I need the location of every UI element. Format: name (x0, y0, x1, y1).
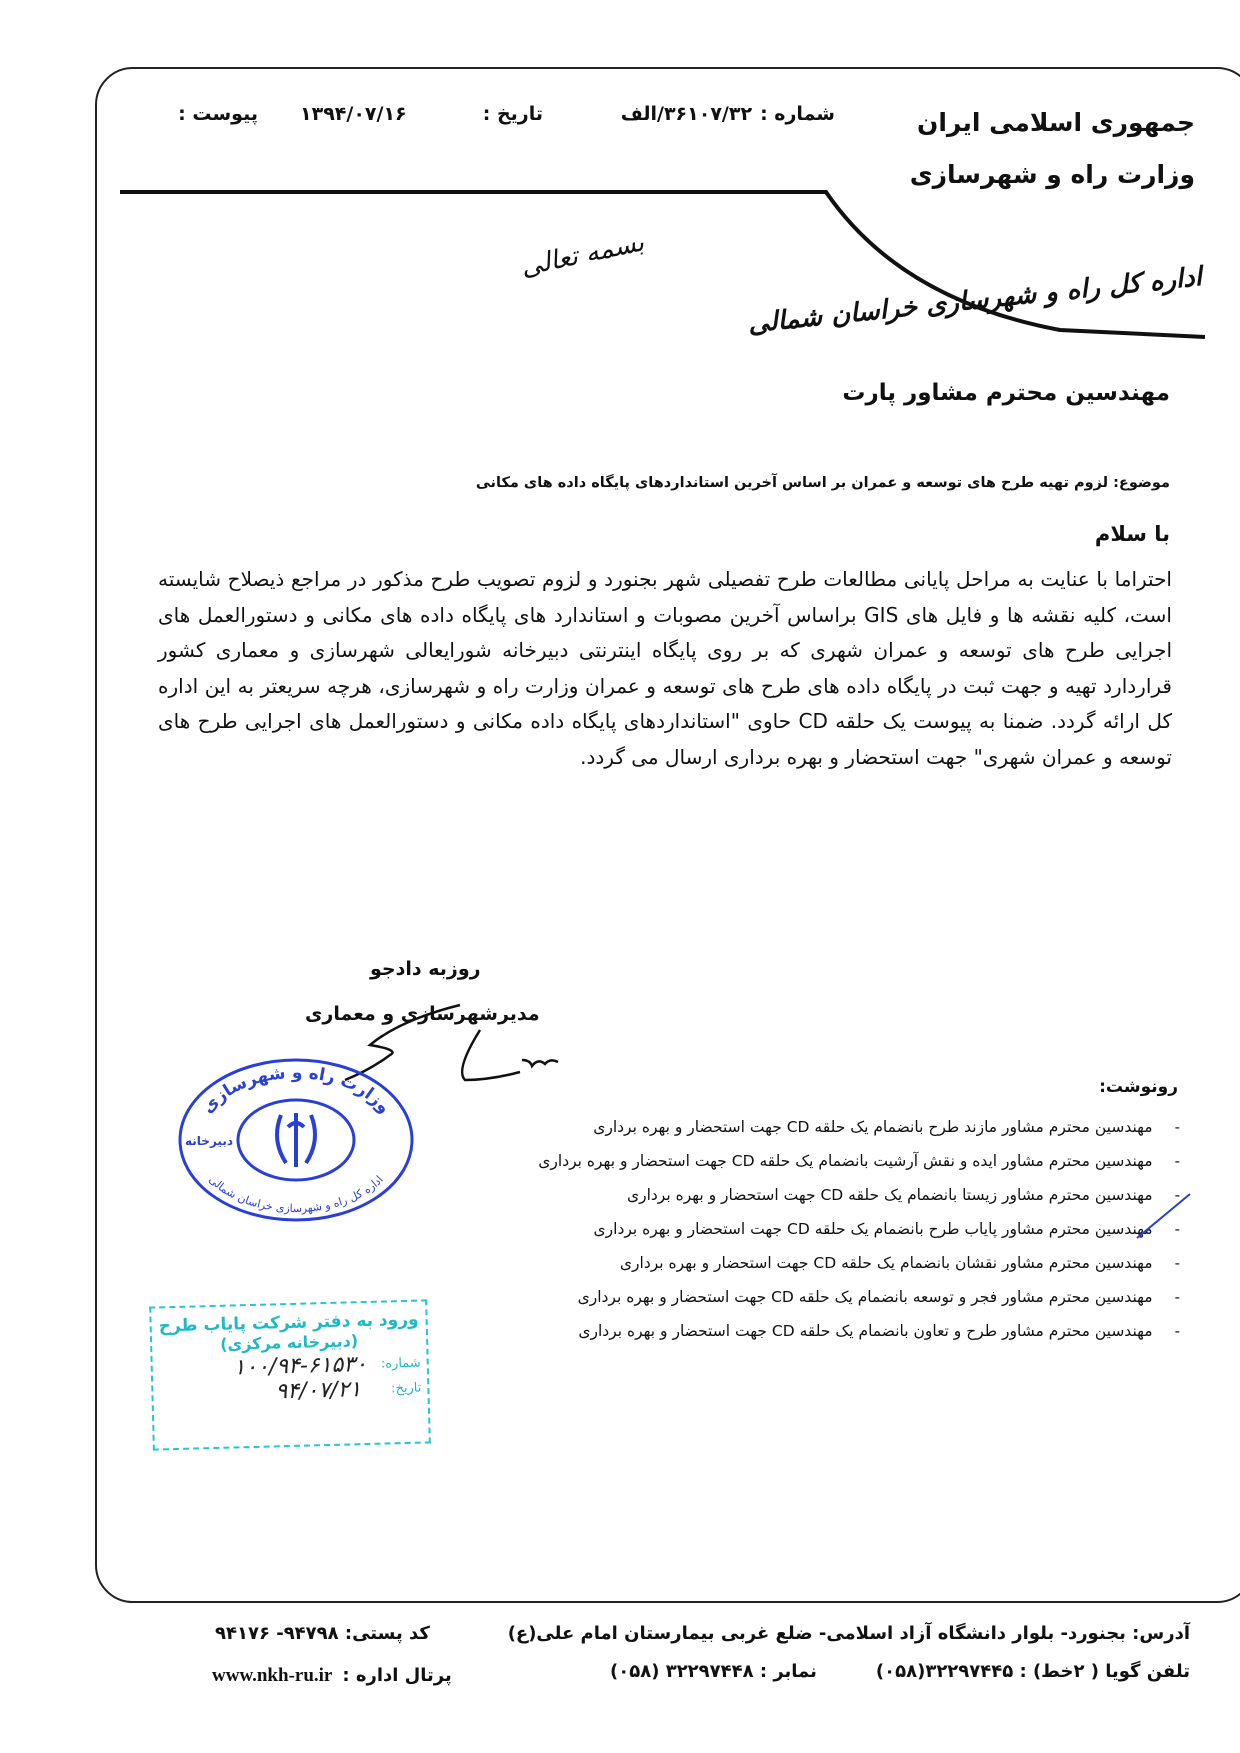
svg-text:وزارت راه و شهرسازی (198, 1063, 394, 1118)
stamp-date-label: تاریخ: (390, 1380, 422, 1397)
cc-bullet: - (1174, 1288, 1180, 1306)
date-value: ۱۳۹۴/۰۷/۱۶ (300, 103, 407, 125)
cc-bullet: - (1174, 1322, 1180, 1340)
cc-label: رونوشت: (1099, 1077, 1178, 1097)
office-seal (176, 1055, 416, 1225)
cc-bullet: - (1174, 1118, 1180, 1136)
receipt-stamp (149, 1299, 431, 1450)
cc-item (538, 1152, 1180, 1170)
stamp-title: ورود به دفتر شرکت پایاب طرح (158, 1309, 419, 1337)
stamp-number-label: شماره: (380, 1355, 421, 1372)
invocation: بسمه تعالی (518, 227, 647, 283)
cc-item-text: مهندسین محترم مشاور پایاب طرح بانضمام یک حلقه CD جهت استحضار و بهره برداری (593, 1220, 1153, 1238)
cc-item (578, 1322, 1180, 1340)
attachment-label: پیوست : (178, 103, 258, 125)
cc-item-text: مهندسین محترم مشاور فجر و توسعه بانضمام یک حلقه CD جهت استحضار و بهره برداری (577, 1288, 1153, 1306)
cc-item-text: مهندسین محترم مشاور زیستا بانضمام یک حلقه CD جهت استحضار و بهره برداری (626, 1186, 1153, 1204)
cc-item (594, 1220, 1180, 1238)
seal-side-text: دبیرخانه (185, 1134, 233, 1148)
footer-postal-code: کد پستی: ۹۴۷۹۸- ۹۴۱۷۶ (215, 1623, 430, 1644)
cc-bullet: - (1174, 1220, 1180, 1238)
portal-url[interactable]: www.nkh-ru.ir (212, 1665, 333, 1686)
footer-fax: نمابر : ۳۲۲۹۷۴۴۸ (۰۵۸) (610, 1661, 817, 1682)
emblem-icon (277, 1113, 315, 1167)
stamp-subtitle: (دبیرخانه مرکزی) (219, 1331, 359, 1354)
letter-number (621, 103, 835, 125)
footer-portal (212, 1665, 452, 1687)
cc-bullet: - (1174, 1152, 1180, 1170)
office-calligraphy: اداره کل راه و شهرسازی خراسان شمالی (746, 262, 1204, 340)
footer-address: آدرس: بجنورد- بلوار دانشگاه آزاد اسلامی- ضلع غربی بیمارستان امام علی(ع) (507, 1623, 1190, 1644)
seal-bottom-text: اداره کل راه و شهرسازی خراسان شمالی (206, 1172, 386, 1216)
portal-label: پرتال اداره : (342, 1665, 452, 1686)
signer-title: مدیرشهرسازی و معماری (305, 1003, 540, 1025)
cc-item-text: مهندسین محترم مشاور نقشان بانضمام یک حلقه CD جهت استحضار و بهره برداری (619, 1254, 1153, 1272)
number-label: شماره : (760, 103, 835, 125)
cc-item-text: مهندسین محترم مشاور مازند طرح بانضمام یک حلقه CD جهت استحضار و بهره برداری (593, 1118, 1153, 1136)
signer-name: روزبه دادجو (370, 958, 481, 980)
greeting: با سلام (1094, 522, 1170, 546)
recipient: مهندسین محترم مشاور پارت (842, 380, 1170, 406)
cc-item (620, 1254, 1180, 1272)
number-value: ۳۶۱۰۷/۳۲/الف (620, 103, 753, 125)
cc-bullet: - (1174, 1186, 1180, 1204)
cc-item-text: مهندسین محترم مشاور طرح و تعاون بانضمام یک حلقه CD جهت استحضار و بهره برداری (578, 1322, 1153, 1340)
subject: موضوع: لزوم تهیه طرح های توسعه و عمران بر اساس آخرین استانداردهای پایگاه داده های مکانی (475, 475, 1170, 491)
cc-item (593, 1118, 1180, 1136)
ministry-name: وزارت راه و شهرسازی (909, 160, 1195, 189)
footer-phone: تلفن گویا ( ۲خط) : ۳۲۲۹۷۴۴۵(۰۵۸) (875, 1661, 1190, 1682)
cc-item (578, 1288, 1180, 1306)
seal-top-text: وزارت راه و شهرسازی (197, 1062, 395, 1118)
stamp-date-value: ۹۴/۰۷/۲۱ (275, 1377, 362, 1405)
cc-item (627, 1186, 1180, 1204)
country-name: جمهوری اسلامی ایران (917, 108, 1195, 137)
cc-bullet: - (1174, 1254, 1180, 1272)
cc-item-text: مهندسین محترم مشاور ایده و نقش آرشیت بانضمام یک حلقه CD جهت استحضار و بهره برداری (538, 1152, 1153, 1170)
date-label: تاریخ : (482, 103, 543, 125)
letter-body: احتراما با عنایت به مراحل پایانی مطالعات طرح تفصیلی شهر بجنورد و لزوم تصویب طرح مذکور در مراجع ذیصلاح شایسته است، کلیه نقشه ها و فایل های GIS براساس آخرین مصوبات و استاندارد های پایگاه داده های مکانی و دستورالعمل های اجرایی طرح های توسعه و عمران شهری که بر روی پایگاه اینترنتی دبیرخانه شورایعالی شهرسازی و معماری کشور قراردارد تهیه و جهت ثبت در پایگاه داده های طرح های توسعه و عمران وزارت راه و شهرسازی، هرچه سریعتر به این اداره کل ارائه گردد. ضمنا به پیوست یک حلقه CD حاوی "استانداردهای پایگاه داده مکانی و دستورالعمل های اجرایی طرح های توسعه و عمران شهری" جهت استحضار و بهره برداری ارسال می گردد. (158, 567, 1172, 769)
stamp-number-value: ۱۰۰/۹۴-۶۱۵۳۰ (233, 1351, 368, 1381)
check-mark-icon (1135, 1190, 1195, 1240)
